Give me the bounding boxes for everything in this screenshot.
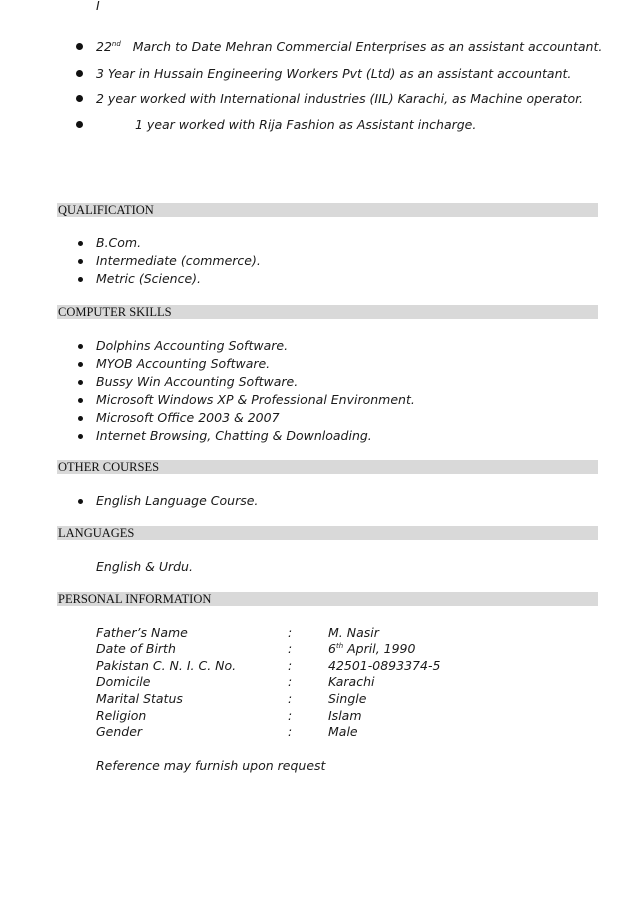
info-label: Marital Status bbox=[96, 691, 183, 706]
info-label: Date of Birth bbox=[96, 641, 176, 656]
qualification-item: B.Com. bbox=[96, 235, 142, 250]
info-value: Single bbox=[328, 691, 367, 706]
section-heading-languages: LANGUAGES bbox=[57, 526, 598, 540]
qualification-item: Metric (Science). bbox=[96, 271, 202, 286]
bullet bbox=[78, 416, 83, 421]
info-separator: : bbox=[288, 724, 293, 739]
bullet bbox=[76, 121, 83, 128]
experience-item: 1 year worked with Rija Fashion as Assistant incharge. bbox=[135, 117, 477, 132]
bullet bbox=[78, 398, 83, 403]
bullet bbox=[78, 434, 83, 439]
section-heading-qualification: QUALIFICATION bbox=[57, 203, 598, 217]
info-value: 6th April, 1990 bbox=[328, 641, 416, 656]
info-value: 42501-0893374-5 bbox=[328, 658, 441, 673]
skill-item: MYOB Accounting Software. bbox=[96, 356, 271, 371]
bullet bbox=[78, 380, 83, 385]
skill-item: Microsoft Office 2003 & 2007 bbox=[96, 410, 280, 425]
skill-item: Microsoft Windows XP & Professional Environment. bbox=[96, 392, 415, 407]
info-separator: : bbox=[288, 674, 293, 689]
info-separator: : bbox=[288, 708, 293, 723]
info-separator: : bbox=[288, 658, 293, 673]
info-value: Islam bbox=[328, 708, 362, 723]
bullet bbox=[76, 95, 83, 102]
info-label: Domicile bbox=[96, 674, 151, 689]
bullet bbox=[78, 344, 83, 349]
bullet bbox=[76, 70, 83, 77]
qualification-item: Intermediate (commerce). bbox=[96, 253, 261, 268]
info-value: Male bbox=[328, 724, 358, 739]
info-label: Gender bbox=[96, 724, 143, 739]
languages-text: English & Urdu. bbox=[96, 559, 193, 574]
bullet bbox=[78, 259, 83, 264]
experience-item: 22nd March to Date Mehran Commercial Enterprises as an assistant accountant. bbox=[96, 39, 603, 54]
info-label: Pakistan C. N. I. C. No. bbox=[96, 658, 237, 673]
experience-item: 3 Year in Hussain Engineering Workers Pvt (Ltd) as an assistant accountant. bbox=[96, 66, 572, 81]
bullet bbox=[78, 241, 83, 246]
info-separator: : bbox=[288, 641, 293, 656]
section-heading-other-courses: OTHER COURSES bbox=[57, 460, 598, 474]
info-separator: : bbox=[288, 691, 293, 706]
section-heading-personal-information: PERSONAL INFORMATION bbox=[57, 592, 598, 606]
top-mark: I bbox=[96, 0, 100, 13]
bullet bbox=[78, 362, 83, 367]
skill-item: Bussy Win Accounting Software. bbox=[96, 374, 299, 389]
info-label: Father’s Name bbox=[96, 625, 188, 640]
skill-item: Internet Browsing, Chatting & Downloading. bbox=[96, 428, 372, 443]
skill-item: Dolphins Accounting Software. bbox=[96, 338, 289, 353]
info-value: M. Nasir bbox=[328, 625, 379, 640]
bullet bbox=[76, 43, 83, 50]
bullet bbox=[78, 277, 83, 282]
experience-item: 2 year worked with International industries (IIL) Karachi, as Machine operator. bbox=[96, 91, 584, 106]
info-separator: : bbox=[288, 625, 293, 640]
bullet bbox=[78, 499, 83, 504]
course-item: English Language Course. bbox=[96, 493, 259, 508]
info-value: Karachi bbox=[328, 674, 375, 689]
section-heading-computer-skills: COMPUTER SKILLS bbox=[57, 305, 598, 319]
reference-note: Reference may furnish upon request bbox=[96, 758, 326, 773]
info-label: Religion bbox=[96, 708, 147, 723]
